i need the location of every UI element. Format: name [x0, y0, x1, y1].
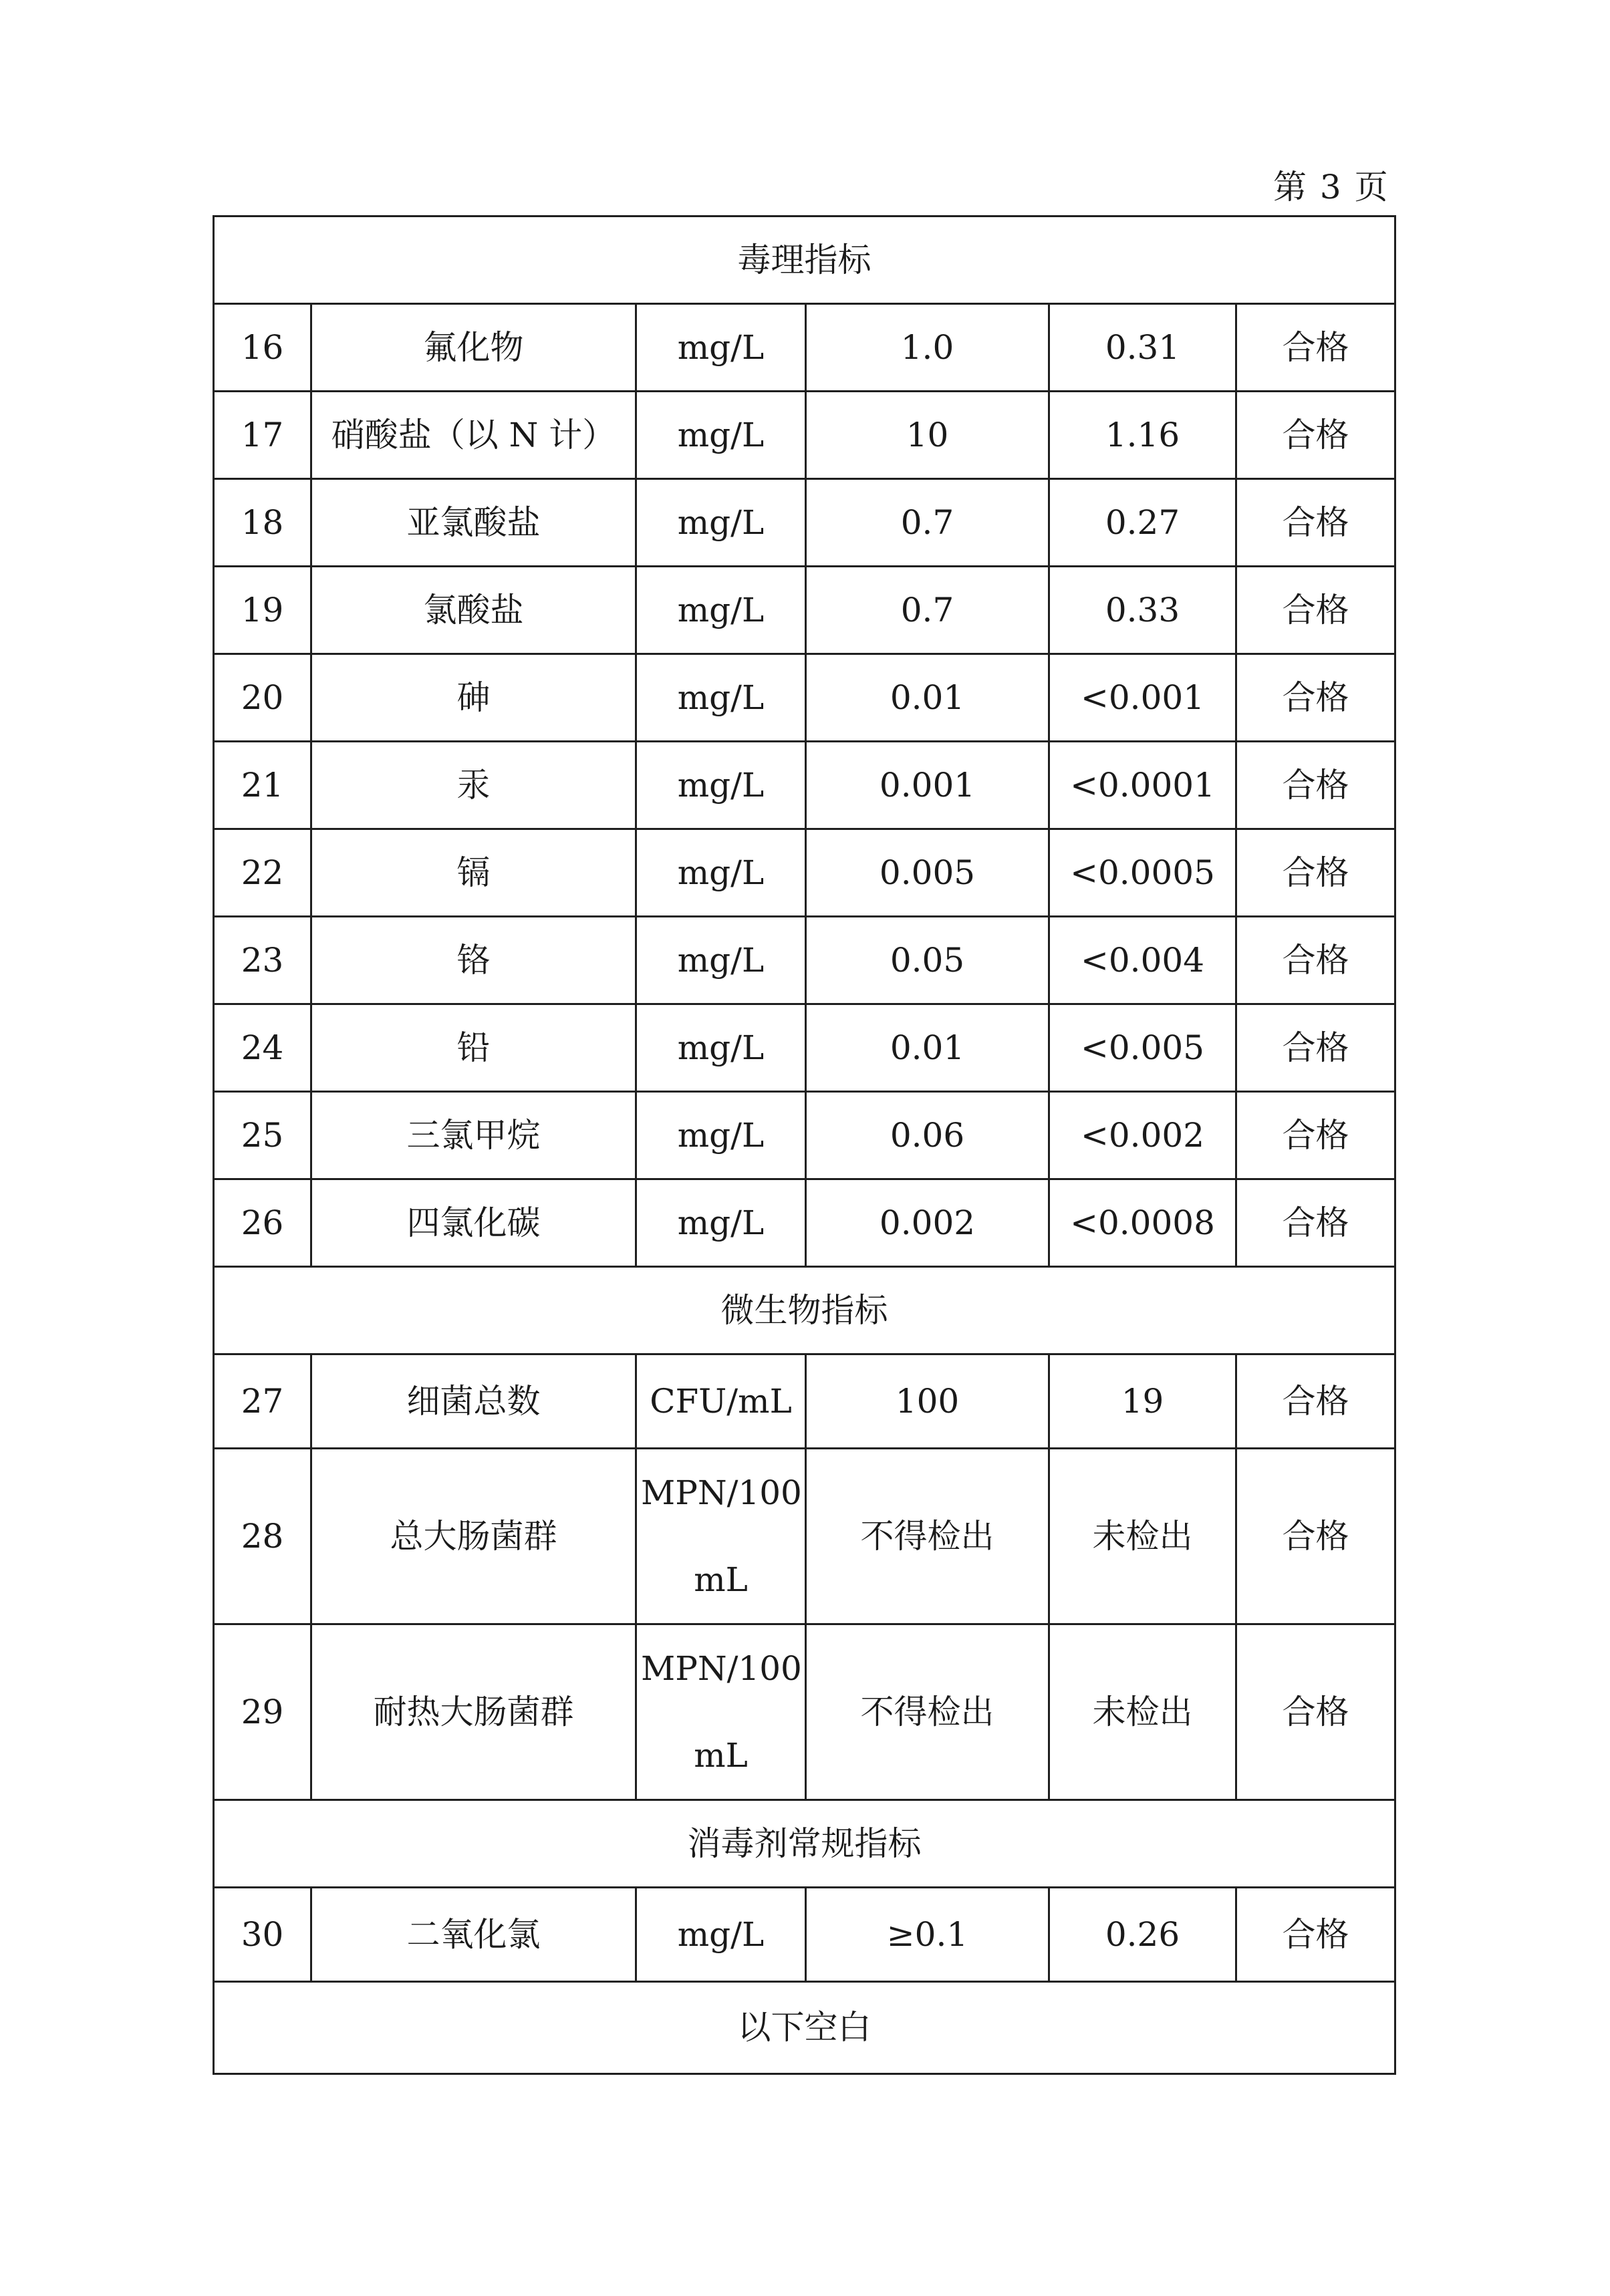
row-verdict: 合格 — [1236, 654, 1395, 742]
row-limit: 0.05 — [806, 917, 1049, 1004]
row-no: 22 — [214, 829, 311, 917]
row-unit — [636, 1449, 806, 1624]
row-verdict: 合格 — [1236, 1354, 1395, 1449]
row-unit: mg/L — [636, 304, 806, 392]
table-row — [214, 829, 1395, 917]
row-no: 29 — [214, 1624, 311, 1800]
row-verdict: 合格 — [1236, 304, 1395, 392]
row-item: 砷 — [311, 654, 636, 742]
row-item: 二氧化氯 — [311, 1888, 636, 1982]
row-result: 1.16 — [1049, 392, 1236, 479]
row-verdict: 合格 — [1236, 1449, 1395, 1624]
row-item: 铅 — [311, 1004, 636, 1092]
table-row — [214, 304, 1395, 392]
table-row — [214, 1888, 1395, 1982]
row-unit: mg/L — [636, 392, 806, 479]
row-unit: mg/L — [636, 1092, 806, 1179]
row-result: 0.31 — [1049, 304, 1236, 392]
unit-line-1: MPN/100 — [641, 1473, 802, 1512]
row-no: 23 — [214, 917, 311, 1004]
row-no: 28 — [214, 1449, 311, 1624]
row-item: 细菌总数 — [311, 1354, 636, 1449]
row-result: 未检出 — [1049, 1624, 1236, 1800]
row-verdict: 合格 — [1236, 829, 1395, 917]
row-no: 30 — [214, 1888, 311, 1982]
row-unit: mg/L — [636, 1179, 806, 1267]
row-item: 总大肠菌群 — [311, 1449, 636, 1624]
table-row — [214, 654, 1395, 742]
row-no: 26 — [214, 1179, 311, 1267]
row-unit: mg/L — [636, 1888, 806, 1982]
row-verdict: 合格 — [1236, 1004, 1395, 1092]
table-row — [214, 917, 1395, 1004]
row-no: 18 — [214, 479, 311, 567]
row-unit: mg/L — [636, 742, 806, 829]
row-limit: ≥0.1 — [806, 1888, 1049, 1982]
row-item: 镉 — [311, 829, 636, 917]
row-result: <0.0008 — [1049, 1179, 1236, 1267]
unit-line-2: mL — [694, 1736, 748, 1775]
row-result: 0.27 — [1049, 479, 1236, 567]
row-limit: 0.06 — [806, 1092, 1049, 1179]
row-result: <0.0001 — [1049, 742, 1236, 829]
row-limit: 0.001 — [806, 742, 1049, 829]
row-limit: 0.002 — [806, 1179, 1049, 1267]
section-title: 消毒剂常规指标 — [214, 1800, 1395, 1888]
section-header-disinfectant — [214, 1800, 1395, 1888]
row-unit: mg/L — [636, 829, 806, 917]
row-verdict: 合格 — [1236, 479, 1395, 567]
row-no: 24 — [214, 1004, 311, 1092]
section-title: 毒理指标 — [214, 217, 1395, 304]
row-verdict: 合格 — [1236, 567, 1395, 654]
row-limit: 0.7 — [806, 479, 1049, 567]
row-unit: mg/L — [636, 1004, 806, 1092]
row-item: 亚氯酸盐 — [311, 479, 636, 567]
row-limit: 10 — [806, 392, 1049, 479]
row-result: <0.005 — [1049, 1004, 1236, 1092]
row-unit: mg/L — [636, 567, 806, 654]
row-unit: CFU/mL — [636, 1354, 806, 1449]
row-result: <0.0005 — [1049, 829, 1236, 917]
row-limit: 0.7 — [806, 567, 1049, 654]
row-item: 硝酸盐（以 N 计） — [311, 392, 636, 479]
row-result: 0.26 — [1049, 1888, 1236, 1982]
row-item: 四氯化碳 — [311, 1179, 636, 1267]
row-no: 19 — [214, 567, 311, 654]
table-row — [214, 567, 1395, 654]
row-result: 未检出 — [1049, 1449, 1236, 1624]
row-no: 27 — [214, 1354, 311, 1449]
row-item: 耐热大肠菌群 — [311, 1624, 636, 1800]
row-limit: 不得检出 — [806, 1449, 1049, 1624]
table-row — [214, 1092, 1395, 1179]
row-item: 氟化物 — [311, 304, 636, 392]
row-item: 铬 — [311, 917, 636, 1004]
table-row — [214, 1354, 1395, 1449]
row-limit: 1.0 — [806, 304, 1049, 392]
table-row — [214, 1449, 1395, 1624]
row-item: 汞 — [311, 742, 636, 829]
row-verdict: 合格 — [1236, 1179, 1395, 1267]
row-unit — [636, 1624, 806, 1800]
row-verdict: 合格 — [1236, 1624, 1395, 1800]
row-no: 25 — [214, 1092, 311, 1179]
row-limit: 0.01 — [806, 1004, 1049, 1092]
section-header-microbiology — [214, 1267, 1395, 1354]
unit-line-1: MPN/100 — [641, 1649, 802, 1688]
table-row — [214, 1004, 1395, 1092]
row-unit: mg/L — [636, 479, 806, 567]
table-row — [214, 1624, 1395, 1800]
row-item: 氯酸盐 — [311, 567, 636, 654]
table-row — [214, 1179, 1395, 1267]
row-no: 16 — [214, 304, 311, 392]
row-no: 20 — [214, 654, 311, 742]
row-verdict: 合格 — [1236, 1092, 1395, 1179]
row-limit: 0.01 — [806, 654, 1049, 742]
row-result: 19 — [1049, 1354, 1236, 1449]
table-row — [214, 742, 1395, 829]
row-unit: mg/L — [636, 917, 806, 1004]
row-limit: 不得检出 — [806, 1624, 1049, 1800]
row-verdict: 合格 — [1236, 917, 1395, 1004]
row-limit: 0.005 — [806, 829, 1049, 917]
row-verdict: 合格 — [1236, 1888, 1395, 1982]
row-no: 21 — [214, 742, 311, 829]
table-row — [214, 392, 1395, 479]
row-verdict: 合格 — [1236, 742, 1395, 829]
row-unit: mg/L — [636, 654, 806, 742]
row-item: 三氯甲烷 — [311, 1092, 636, 1179]
row-no: 17 — [214, 392, 311, 479]
row-result: <0.004 — [1049, 917, 1236, 1004]
section-title: 微生物指标 — [214, 1267, 1395, 1354]
unit-line-2: mL — [694, 1560, 748, 1599]
row-limit: 100 — [806, 1354, 1049, 1449]
table-row — [214, 479, 1395, 567]
section-header-toxicology — [214, 217, 1395, 304]
row-result: 0.33 — [1049, 567, 1236, 654]
water-quality-table — [213, 215, 1396, 2075]
row-result: <0.001 — [1049, 654, 1236, 742]
row-verdict: 合格 — [1236, 392, 1395, 479]
blank-below-note: 以下空白 — [214, 1982, 1395, 2074]
table-footer — [214, 1982, 1395, 2074]
page-number: 第 3 页 — [1273, 168, 1389, 206]
row-result: <0.002 — [1049, 1092, 1236, 1179]
